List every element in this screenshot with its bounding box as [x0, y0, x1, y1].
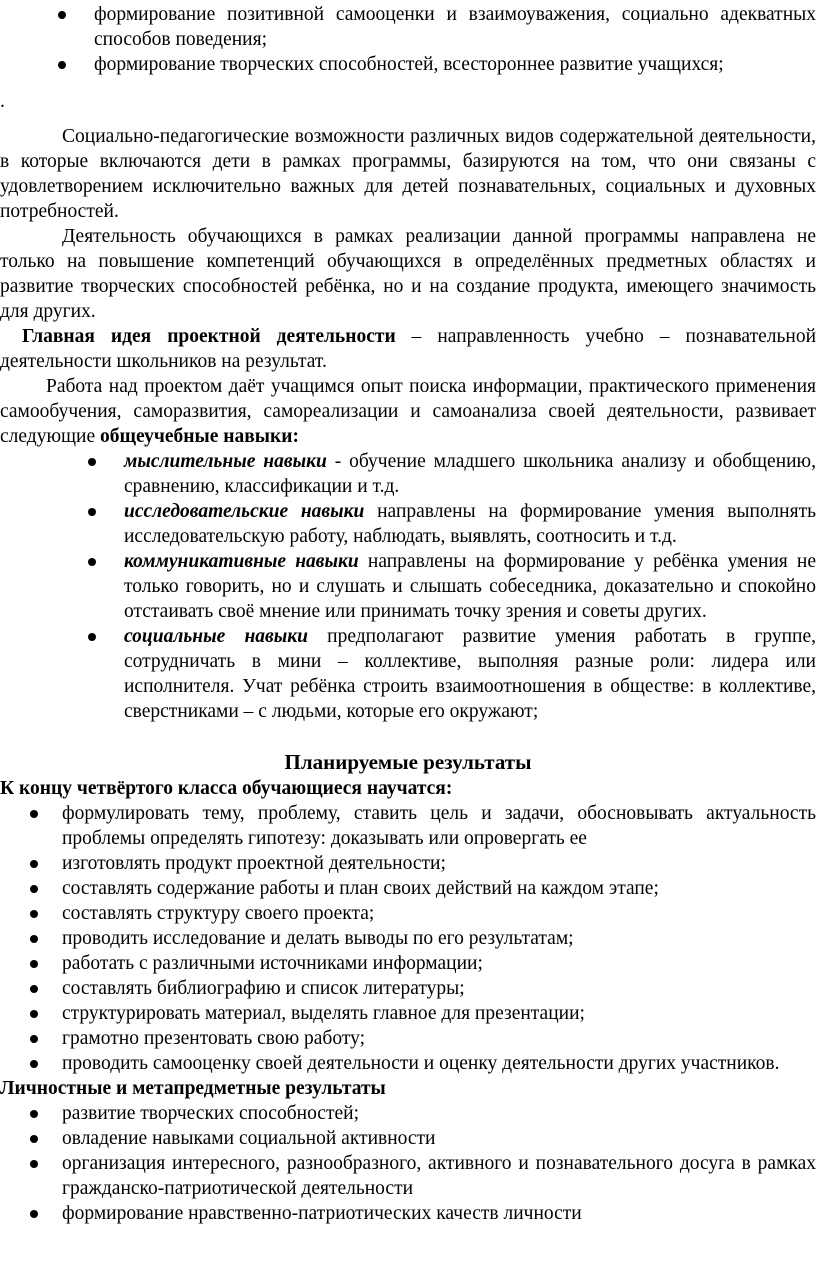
bullet-icon [88, 633, 96, 641]
list-item: составлять структуру своего проекта; [0, 901, 816, 926]
bullet-icon [58, 61, 66, 69]
bullet-icon [30, 1035, 38, 1043]
list-item: социальные навыки предполагают развитие умения работать в группе, сотрудничать в мини – коллективе, выполняя разные роли: лидера или исполнителя. Учат ребёнка строить взаимоотношения в обществе: в коллективе, сверстниками – с людьми, которые его окружают; [0, 624, 816, 724]
paragraph-opportunities: Социально-педагогические возможности различных видов содержательной деятельности, в которые включаются дети в рамках программы, базируются на том, что они связаны с удовлетворением исключительно важных для детей познавательных, социальных и духовных потребностей. [0, 126, 816, 222]
skills-heading: общеучебные навыки: [100, 426, 299, 447]
list-item: организация интересного, разнообразного, активного и познавательного досуга в рамках гражданско-патриотической деятельности [0, 1151, 816, 1201]
bullet-icon [30, 985, 38, 993]
bullet-icon [88, 558, 96, 566]
bullet-icon [58, 11, 66, 19]
personal-results-list [0, 1101, 816, 1226]
bullet-icon [30, 910, 38, 918]
stray-mark: . [0, 91, 5, 112]
list-item: составлять содержание работы и план своих действий на каждом этапе; [0, 876, 816, 901]
list-item: формирование нравственно-патриотических качеств личности [0, 1201, 816, 1226]
list-item: изготовлять продукт проектной деятельности; [0, 851, 816, 876]
paragraph-main-idea: Главная идея проектной деятельности – направленность учебно – познавательной деятельности школьников на результат. [0, 326, 816, 372]
personal-results-title: Личностные и метапредметные результаты [0, 1078, 386, 1099]
skills-list [0, 449, 816, 724]
main-idea-heading: Главная идея проектной деятельности [22, 326, 396, 347]
top-bullet-list [0, 2, 816, 77]
bullet-icon [30, 1160, 38, 1168]
list-item: коммуникативные навыки направлены на формирование у ребёнка умения не только говорить, но и слушать и слышать собеседника, доказательно и спокойно отстаивать своё мнение или принимать точку зрения и советы других. [0, 549, 816, 624]
list-item: составлять библиографию и список литературы; [0, 976, 816, 1001]
list-item: грамотно презентовать свою работу; [0, 1026, 816, 1051]
list-item: формирование позитивной самооценки и взаимоуважения, социально адекватных способов поведения; [0, 2, 816, 52]
results-list [0, 801, 816, 1076]
bullet-icon [88, 458, 96, 466]
results-subtitle: К концу четвёртого класса обучающиеся научатся: [0, 778, 453, 799]
list-item: развитие творческих способностей; [0, 1101, 816, 1126]
paragraph-activity: Деятельность обучающихся в рамках реализации данной программы направлена не только на повышение компетенций обучающихся в определённых предметных областях и развитие творческих способностей ребёнка, но и на создание продукта, имеющего значимость для других. [0, 226, 816, 322]
bullet-icon [30, 935, 38, 943]
bullet-icon [30, 1060, 38, 1068]
document-page [0, 2, 816, 1226]
list-item: мыслительные навыки - обучение младшего школьника анализу и обобщению, сравнению, классификации и т.д. [0, 449, 816, 499]
list-item: проводить самооценку своей деятельности и оценку деятельности других участников. [0, 1051, 816, 1076]
bullet-icon [30, 885, 38, 893]
bullet-icon [30, 810, 38, 818]
list-item: исследовательские навыки направлены на формирование умения выполнять исследовательскую работу, наблюдать, выявлять, соотносить и т.д. [0, 499, 816, 549]
bullet-icon [30, 1135, 38, 1143]
bullet-icon [30, 860, 38, 868]
paragraph-project-work: Работа над проектом даёт учащимся опыт поиска информации, практического применения самообучения, саморазвития, самореализации и самоанализа своей деятельности, развивает следующие общеучебные навыки: [0, 376, 816, 447]
bullet-icon [30, 960, 38, 968]
bullet-icon [88, 508, 96, 516]
bullet-icon [30, 1110, 38, 1118]
bullet-icon [30, 1210, 38, 1218]
list-item: структурировать материал, выделять главное для презентации; [0, 1001, 816, 1026]
bullet-icon [30, 1010, 38, 1018]
list-item: формулировать тему, проблему, ставить цель и задачи, обосновывать актуальность проблемы определять гипотезу: доказывать или опровергать ее [0, 801, 816, 851]
list-item: работать с различными источниками информации; [0, 951, 816, 976]
list-item: формирование творческих способностей, всестороннее развитие учащихся; [0, 52, 816, 77]
results-title: Планируемые результаты [284, 750, 532, 774]
list-item: проводить исследование и делать выводы по его результатам; [0, 926, 816, 951]
list-item: овладение навыками социальной активности [0, 1126, 816, 1151]
